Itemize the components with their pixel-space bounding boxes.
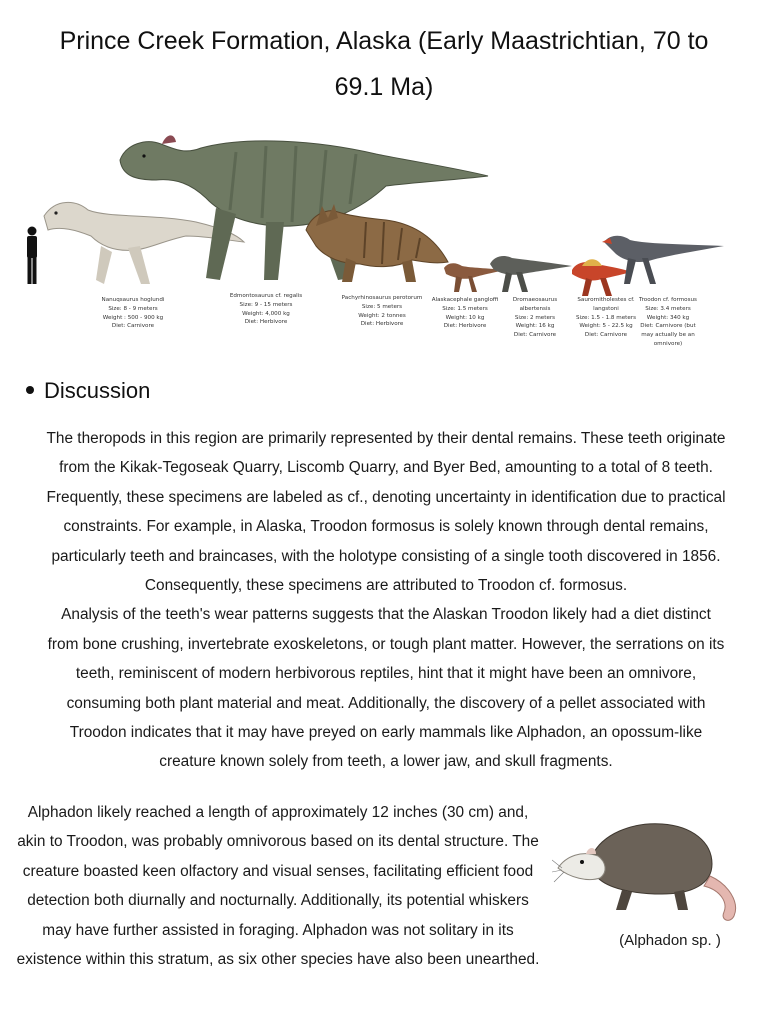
caption-line: Diet: Carnivore <box>111 323 155 330</box>
caption-line: Diet: Carnivore <box>584 332 628 339</box>
caption-line: Size: 9 - 15 meters <box>239 301 293 308</box>
page-title: Prince Creek Formation, Alaska (Early Maastrichtian, 70 to 69.1 Ma) <box>59 27 709 101</box>
lineup-caption-edmontosaurus <box>216 292 316 327</box>
caption-species-name: Saurornitholestes cf. <box>577 297 635 303</box>
caption-species-name: Alaskacephale gangloffi <box>431 297 499 303</box>
lineup-caption-alaskacephale <box>428 296 502 331</box>
alphadon-description <box>12 798 544 974</box>
caption-line: Size: 8 - 9 meters <box>108 305 158 312</box>
caption-line: Diet: Herbivore <box>244 319 288 326</box>
caption-species-name: Pachyrhinosaurus perotorum <box>341 295 423 301</box>
dinosaur-size-lineup <box>16 118 752 358</box>
caption-line: Diet: Herbivore <box>443 323 487 330</box>
caption-line: Weight : 500 - 900 kg <box>102 314 164 321</box>
discussion-heading-text: Discussion <box>44 378 151 403</box>
caption-line: Weight: 340 kg <box>646 314 690 321</box>
caption-line: langstoni <box>593 305 619 312</box>
discussion-paragraph-2: Analysis of the teeth's wear patterns suggests that the Alaskan Troodon likely had a diet distinct from bone crushing, invertebrate exoskeletons, or tough plant matter. However, the serrations on its teeth, reminiscent of modern herbivorous reptiles, hint that it might have been an omnivore, consuming both plant material and meat. Additionally, the discovery of a pellet associated with Troodon indicates that it may have preyed on early mammals like Alphadon, an opossum-like creature known solely from teeth, a lower jaw, and skull fragments. <box>47 606 725 771</box>
saurornitholestes-figure <box>572 259 632 296</box>
discussion-body <box>46 424 726 777</box>
lineup-caption-dromaeosaurus <box>498 296 572 340</box>
bullet-icon <box>26 386 34 394</box>
lineup-caption-troodon <box>628 296 708 349</box>
caption-line: Weight: 2 tonnes <box>358 312 406 319</box>
caption-species-name: Dromaeosaurus albertensis <box>512 297 558 312</box>
caption-line: Size: 3.4 meters <box>645 305 691 312</box>
caption-line: Size: 2 meters <box>514 314 556 321</box>
caption-line: Weight: 5 - 22.5 kg <box>579 323 633 330</box>
caption-line: Weight: 10 kg <box>445 314 485 321</box>
lineup-caption-pachyrhinosaurus <box>340 294 424 329</box>
caption-line: Weight: 16 kg <box>515 323 555 330</box>
caption-species-name: Edmontosaurus cf. regalis <box>229 293 303 299</box>
alphadon-illustration <box>552 806 748 928</box>
caption-line: Diet: Herbivore <box>360 321 404 328</box>
pachyrhinosaurus-figure <box>306 204 448 282</box>
opossum-image <box>552 806 748 928</box>
alphadon-caption: (Alphadon sp. ) <box>619 932 721 949</box>
caption-line: Diet: Carnivore (but <box>640 323 696 330</box>
caption-line: Diet: Carnivore <box>513 332 557 339</box>
dromaeosaurus-figure <box>490 256 572 292</box>
caption-line: Size: 1.5 - 1.8 meters <box>575 314 637 321</box>
caption-line: Weight: 4,000 kg <box>242 310 290 317</box>
discussion-paragraph-1: The theropods in this region are primarily represented by their dental remains. These teeth originate from the Kikak-Tegoseak Quarry, Liscomb Quarry, and Byer Bed, amounting to a total of 8 teeth. Frequently, these specimens are labeled as cf., denoting uncertainty in identification due to practical constraints. For example, in Alaska, Troodon formosus is solely known through dental remains, particularly teeth and braincases, with the holotype consisting of a single tooth discovered in 1856. Consequently, these specimens are attributed to Troodon cf. formosus. <box>46 430 726 595</box>
alphadon-paragraph: Alphadon likely reached a length of approximately 12 inches (30 cm) and, akin to Troodon, was probably omnivorous based on its dental structure. The creature boasted keen olfactory and visual senses, facilitating efficient food detection both diurnally and nocturnally. Additionally, its potential whiskers may have further assisted in foraging. Alphadon was not solitary in its existence within this stratum, as six other species have also been unearthed. <box>16 804 540 969</box>
caption-species-name: Troodon cf. formosus <box>639 297 697 303</box>
caption-species-name: Nanuqsaurus hoglundi <box>101 297 165 303</box>
discussion-heading <box>26 378 150 404</box>
troodon-figure <box>602 236 724 284</box>
caption-line: may actually be an omnivore) <box>641 332 695 347</box>
human-scale-silhouette <box>27 227 37 285</box>
caption-line: Size: 5 meters <box>361 303 403 310</box>
lineup-caption-nanuqsaurus <box>88 296 178 331</box>
caption-line: Size: 1.5 meters <box>442 305 488 312</box>
